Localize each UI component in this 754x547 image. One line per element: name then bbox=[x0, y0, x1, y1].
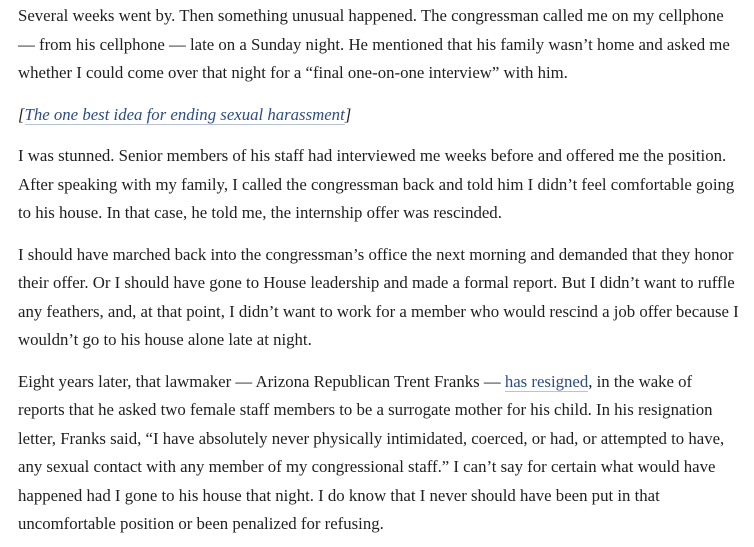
paragraph-4-after-link: , in the wake of reports that he asked two female staff members to be a surrogate mother for his child. In his resignation letter, Franks said, “I have absolutely never physically intimidated, coerced, or had, or attempted to have, any sexual contact with any member of my congressional staff.” I can’t say for certain what would have happened had I gone to his house that night. I do know that I never should have been put in that uncomfortable position or been penalized for refusing. bbox=[18, 371, 725, 533]
paragraph-1: Several weeks went by. Then something unusual happened. The congressman called me on my cellphone — from his cellphone — late on a Sunday night. He mentioned that his family wasn’t home and asked me whether I could come over that night for a “final one-on-one interview” with him. bbox=[18, 6, 730, 82]
bracket-open: [ bbox=[18, 104, 25, 124]
related-article-link[interactable]: The one best idea for ending sexual harassment bbox=[24, 104, 345, 124]
paragraph-2: I was stunned. Senior members of his staff had interviewed me weeks before and offered me the position. After speaking with my family, I called the congressman back and told him I didn’t feel comfortable going to his house. In that case, he told me, the internship offer was rescinded. bbox=[18, 146, 735, 222]
paragraph-4 bbox=[18, 368, 742, 539]
bracket-close: ] bbox=[344, 104, 352, 124]
paragraph-4-before-link: Eight years later, that lawmaker — Arizona Republican Trent Franks — bbox=[18, 371, 505, 391]
related-link-line bbox=[18, 101, 742, 130]
has-resigned-link[interactable]: has resigned bbox=[504, 371, 589, 391]
paragraph-3: I should have marched back into the congressman’s office the next morning and demanded that they honor their offer. Or I should have gone to House leadership and made a formal report. But I didn’t want to ruffle any feathers, and, at that point, I didn’t want to work for a member who would rescind a job offer because I wouldn’t go to his house alone late at night. bbox=[18, 244, 739, 349]
